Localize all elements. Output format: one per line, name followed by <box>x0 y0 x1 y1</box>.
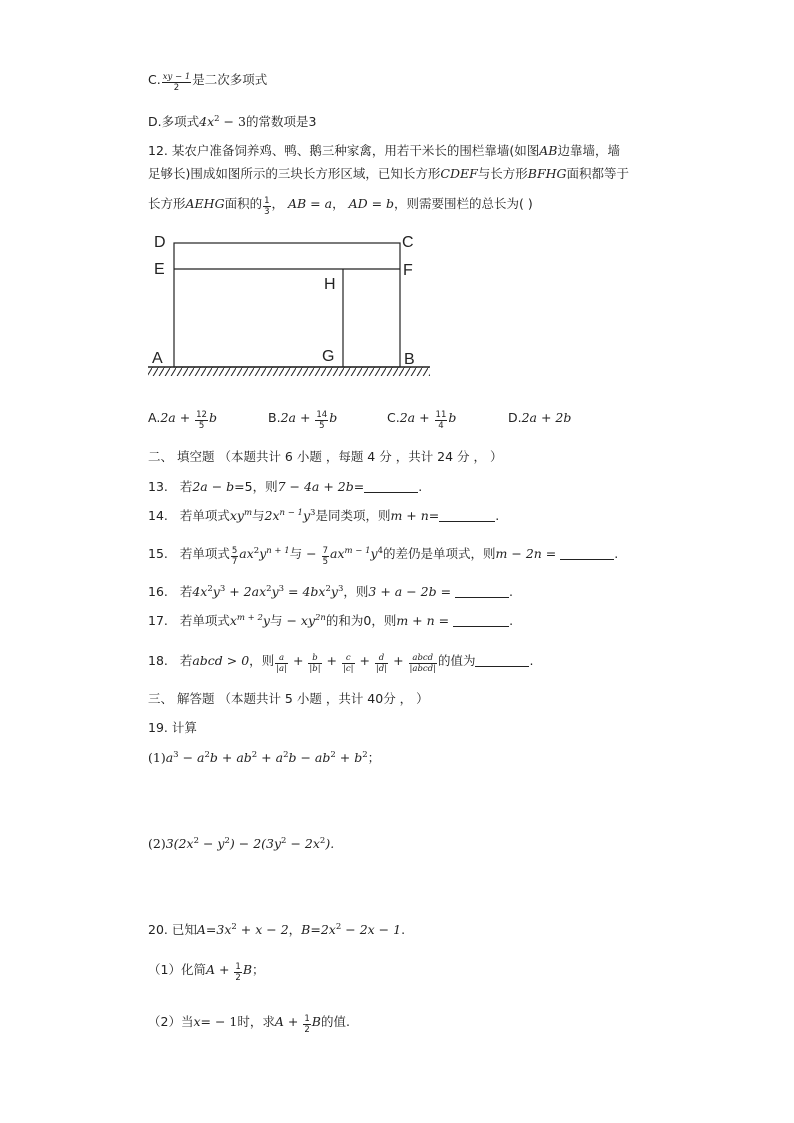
q12-line2: 足够长)围成如图所示的三块长方形区域，已知长方形CDEF与长方形BFHG面积都等于 <box>148 166 630 181</box>
label-h: H <box>324 276 336 293</box>
answer-blank[interactable] <box>560 547 614 560</box>
q13: 13. 若2a − b=5，则7 − 4a + 2b= . <box>148 479 423 494</box>
q20-part2: （2）当x= − 1时，求A + $\frac{1}{2}$ B的值. <box>148 1014 350 1035</box>
q12-option-d: D.2a + 2b <box>508 410 572 425</box>
answer-blank[interactable] <box>453 614 509 627</box>
fraction: $\frac{xy - 1}{2}$ <box>162 72 191 93</box>
q20-part1: （1）化简A + $\frac{1}{2}$ B； <box>148 962 265 983</box>
q19-title: 19. 计算 <box>148 720 197 735</box>
answer-blank[interactable] <box>475 654 529 667</box>
q12-line3: 长方形AEHG面积的 $\frac{1}{3}$ ， AB = a， AD = b，则需要围栏的总长为( ) <box>148 196 533 217</box>
q19-part1: $(1)a^3 - a^2b + ab^2 + a^2b - ab^2 + b^2$； <box>148 750 381 765</box>
answer-blank[interactable] <box>455 585 509 598</box>
section-2-title: 二、 填空题 （本题共计 6 小题 ，每题 4 分 ，共计 24 分 ， ） <box>148 449 503 464</box>
q12-option-c: C.2a + $\frac{11}{4}$ b <box>387 410 457 431</box>
label-f: F <box>403 262 413 279</box>
label-g: G <box>322 348 335 365</box>
outer-rectangle <box>174 243 400 367</box>
answer-blank[interactable] <box>439 509 495 522</box>
label-a: A <box>152 350 163 367</box>
fraction: $\frac{1}{3}$ <box>264 196 270 217</box>
option-d: D.多项式$4x^2 - 3$的常数项是3 <box>148 114 317 129</box>
label-b: B <box>404 351 415 368</box>
q15: 15. 若单项式 $\frac{5}{7}$ $ax^2y^{n + 1}$与 − $\frac{7}{5}$ $ax^{m - 1}y^4$的差仍是单项式，则m − 2n = . <box>148 546 619 567</box>
answer-blank[interactable] <box>364 480 418 493</box>
q18: 18. 若abcd > 0，则 $\frac{a}{|a|}$ + $\frac{b}{|b|}$ + $\frac{c}{|c|}$ + $\frac{d}{|d|}$ + abcd |abcd| 的值为 . <box>148 653 534 674</box>
label-c: C <box>402 234 414 251</box>
q17: 17. 若单项式$x^{m + 2}y$与 − $xy^{2n}$的和为0，则m + n = . <box>148 613 514 628</box>
q19-part2: $(2)3(2x^2 - y^2) - 2(3y^2 - 2x^2)$. <box>148 836 335 851</box>
q20: 20. 已知$A=3x^2 + x - 2$，$B=2x^2 - 2x - 1$. <box>148 922 406 937</box>
label-e: E <box>154 261 165 278</box>
q16: 16. 若$4x^2y^3 + 2ax^2y^3 = 4bx^2y^3$，则3 + a − 2b = . <box>148 584 514 599</box>
option-c: C. $\frac{xy - 1}{2}$ 是二次多项式 <box>148 72 268 93</box>
section-3-title: 三、 解答题 （本题共计 5 小题 ，共计 40分 ， ） <box>148 691 429 706</box>
q12-line1: 12. 某农户准备饲养鸡、鸭、鹅三种家禽，用若干米长的围栏靠墙(如图AB边靠墙，墙 <box>148 143 620 158</box>
q14: 14. 若单项式$xy^m$与$2x^{n - 1}y^3$是同类项，则m + n= . <box>148 508 500 523</box>
wall-hatch <box>148 367 430 376</box>
q12-option-b: B.2a + $\frac{14}{5}$ b <box>268 410 338 431</box>
label-d: D <box>154 234 166 251</box>
fence-diagram <box>146 228 436 380</box>
q12-option-a: A.2a + $\frac{12}{5}$ b <box>148 410 217 431</box>
